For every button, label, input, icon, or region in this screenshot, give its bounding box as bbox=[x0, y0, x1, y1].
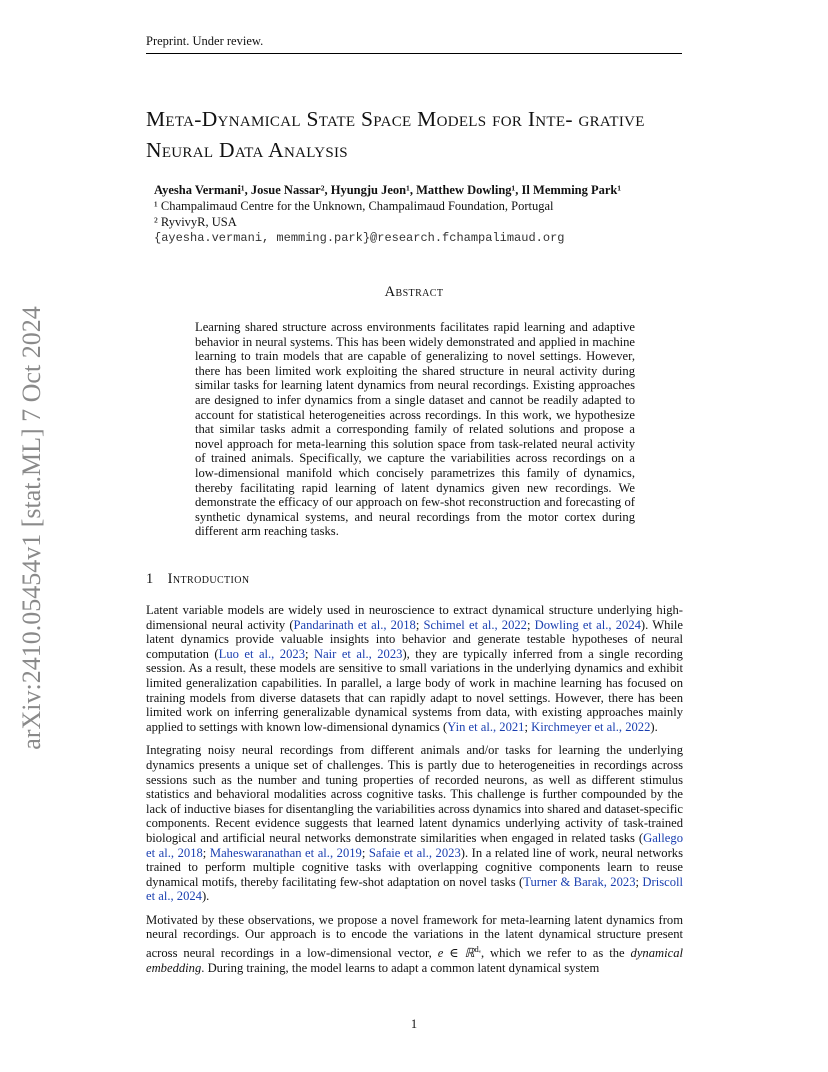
text-run: Integrating noisy neural recordings from different animals and/or tasks for learning the underlying dynamics presents a unique set of challenges. This is partly due to heterogeneities in recordings across sessions such as the number and tuning properties of recorded neurons, as well as different stimulus statistics and behavioral modalities across cognitive tasks. This challenge is further compounded by the lack of inductive biases for disentangling the variabilities across dynamics into shared and dataset-specific components. Recent evidence suggests that learned latent dynamics underlying activity of task-trained biological and artificial neural networks demonstrate similarities when engaged in related tasks ( bbox=[146, 743, 683, 845]
arxiv-stamp bbox=[15, 290, 49, 765]
emphasis-term: dynamical embedding bbox=[146, 946, 683, 975]
math-superscript: dₑ bbox=[474, 944, 481, 955]
paragraph-1 bbox=[146, 603, 683, 734]
citation-link[interactable]: Yin et al., 2021 bbox=[447, 719, 525, 734]
introduction-body bbox=[146, 603, 683, 984]
author-block bbox=[154, 182, 694, 246]
text-run: ; bbox=[524, 719, 532, 734]
text-run: ), they are typically inferred from a single recording session. As a result, these models are sensitive to small variations in the underlying dynamics and exhibit limited generalization capabilities. In parallel, a large body of work in machine learning has focused on training models from diverse datasets that can rapidly adapt to novel settings. However, there has been limited work on inferring generalizable dynamical systems from data, with existing approaches mainly applied to settings with known low-dimensional dynamics ( bbox=[146, 646, 683, 734]
text-run: ; bbox=[305, 646, 314, 661]
abstract-text: Learning shared structure across environments facilitates rapid learning and adaptive behavior in neural systems. This has been widely demonstrated and applied in machine learning to train models that are capable of generalizing to novel settings. However, there has been limited work exploiting the shared structure in neural activity during similar tasks for learning latent dynamics from neural recordings. Existing approaches are designed to infer dynamics from a single dataset and cannot be readily adapted to account for statistical heterogeneities across recordings. In this work, we hypothesize that similar tasks admit a corresponding family of related solutions and propose a novel approach for meta-learning this solution space from task-related neural activity of trained animals. Specifically, we capture the variabilities across recordings on a low-dimensional manifold which concisely parametrizes this family of dynamics, thereby facilitating rapid learning of latent dynamics given new recordings. We demonstrate the efficacy of our approach on few-shot reconstruction and forecasting of synthetic dynamical systems, and neural recordings from the motor cortex during different arm reaching tasks. bbox=[195, 320, 635, 539]
text-run: ). bbox=[201, 889, 210, 904]
page-number: 1 bbox=[410, 1017, 418, 1031]
affiliation-2: ² RyvivyR, USA bbox=[154, 215, 237, 229]
citation-link[interactable]: Maheswaranathan et al., 2019 bbox=[209, 845, 362, 860]
text-run: ; bbox=[415, 617, 424, 632]
header-rule bbox=[146, 53, 682, 54]
citation-link[interactable]: Safaie et al., 2023 bbox=[368, 845, 461, 860]
citation-link[interactable]: Schimel et al., 2022 bbox=[423, 617, 527, 632]
section-number: 1 bbox=[146, 571, 154, 587]
citation-link[interactable]: Driscoll et al., 2024 bbox=[146, 874, 683, 904]
affiliation-1: ¹ Champalimaud Centre for the Unknown, Champalimaud Foundation, Portugal bbox=[154, 199, 554, 213]
author-names: Ayesha Vermani¹, Josue Nassar², Hyungju Jeon¹, Matthew Dowling¹, Il Memming Park¹ bbox=[154, 183, 622, 197]
text-run: ). bbox=[650, 719, 658, 734]
citation-link[interactable]: Nair et al., 2023 bbox=[313, 646, 403, 661]
abstract-heading: Abstract bbox=[384, 284, 444, 300]
arxiv-stamp-text: arXiv:2410.05454v1 [stat.ML] 7 Oct 2024 bbox=[17, 305, 46, 750]
math-expression: e ∈ ℝ bbox=[437, 946, 475, 961]
author-email[interactable]: {ayesha.vermani, memming.park}@research.fchampalimaud.org bbox=[154, 231, 565, 245]
text-run: ; bbox=[526, 617, 535, 632]
text-run: , which we refer to as the bbox=[480, 946, 631, 961]
text-run: Motivated by these observations, we propose a novel framework for meta-learning latent dynamics from neural recordings. Our approach is to encode the variations in the latent dynamical structure present across neural recordings in a low-dimensional vector, bbox=[146, 912, 683, 961]
paragraph-2 bbox=[146, 743, 683, 904]
citation-link[interactable]: Pandarinath et al., 2018 bbox=[293, 617, 416, 632]
section-title: Introduction bbox=[167, 571, 250, 587]
text-run: ; bbox=[635, 874, 643, 889]
citation-link[interactable]: Luo et al., 2023 bbox=[218, 646, 305, 661]
text-run: Latent variable models are widely used in neuroscience to extract dynamical structure underlying high-dimensional neural activity ( bbox=[146, 603, 683, 632]
text-run: ). While latent dynamics provide valuable insights into behavior and generate testable hypotheses of neural computation ( bbox=[146, 617, 683, 661]
text-run: ). In a related line of work, neural networks trained to perform multiple cognitive tasks with overlapping cognitive components learn to reuse dynamical motifs, thereby facilitating few-shot adaptation on novel tasks ( bbox=[146, 845, 683, 889]
citation-link[interactable]: Dowling et al., 2024 bbox=[534, 617, 641, 632]
paragraph-3 bbox=[146, 913, 683, 976]
text-run: ; bbox=[202, 845, 210, 860]
text-run: . During training, the model learns to adapt a common latent dynamical system bbox=[201, 960, 600, 975]
citation-link[interactable]: Kirchmeyer et al., 2022 bbox=[531, 719, 651, 734]
section-heading-introduction bbox=[146, 571, 682, 588]
paper-title: Meta-Dynamical State Space Models for Inte- grative Neural Data Analysis bbox=[146, 107, 645, 162]
citation-link[interactable]: Turner & Barak, 2023 bbox=[523, 874, 636, 889]
running-header: Preprint. Under review. bbox=[146, 34, 264, 48]
citation-link[interactable]: Gallego et al., 2018 bbox=[146, 830, 683, 860]
text-run: ; bbox=[361, 845, 369, 860]
